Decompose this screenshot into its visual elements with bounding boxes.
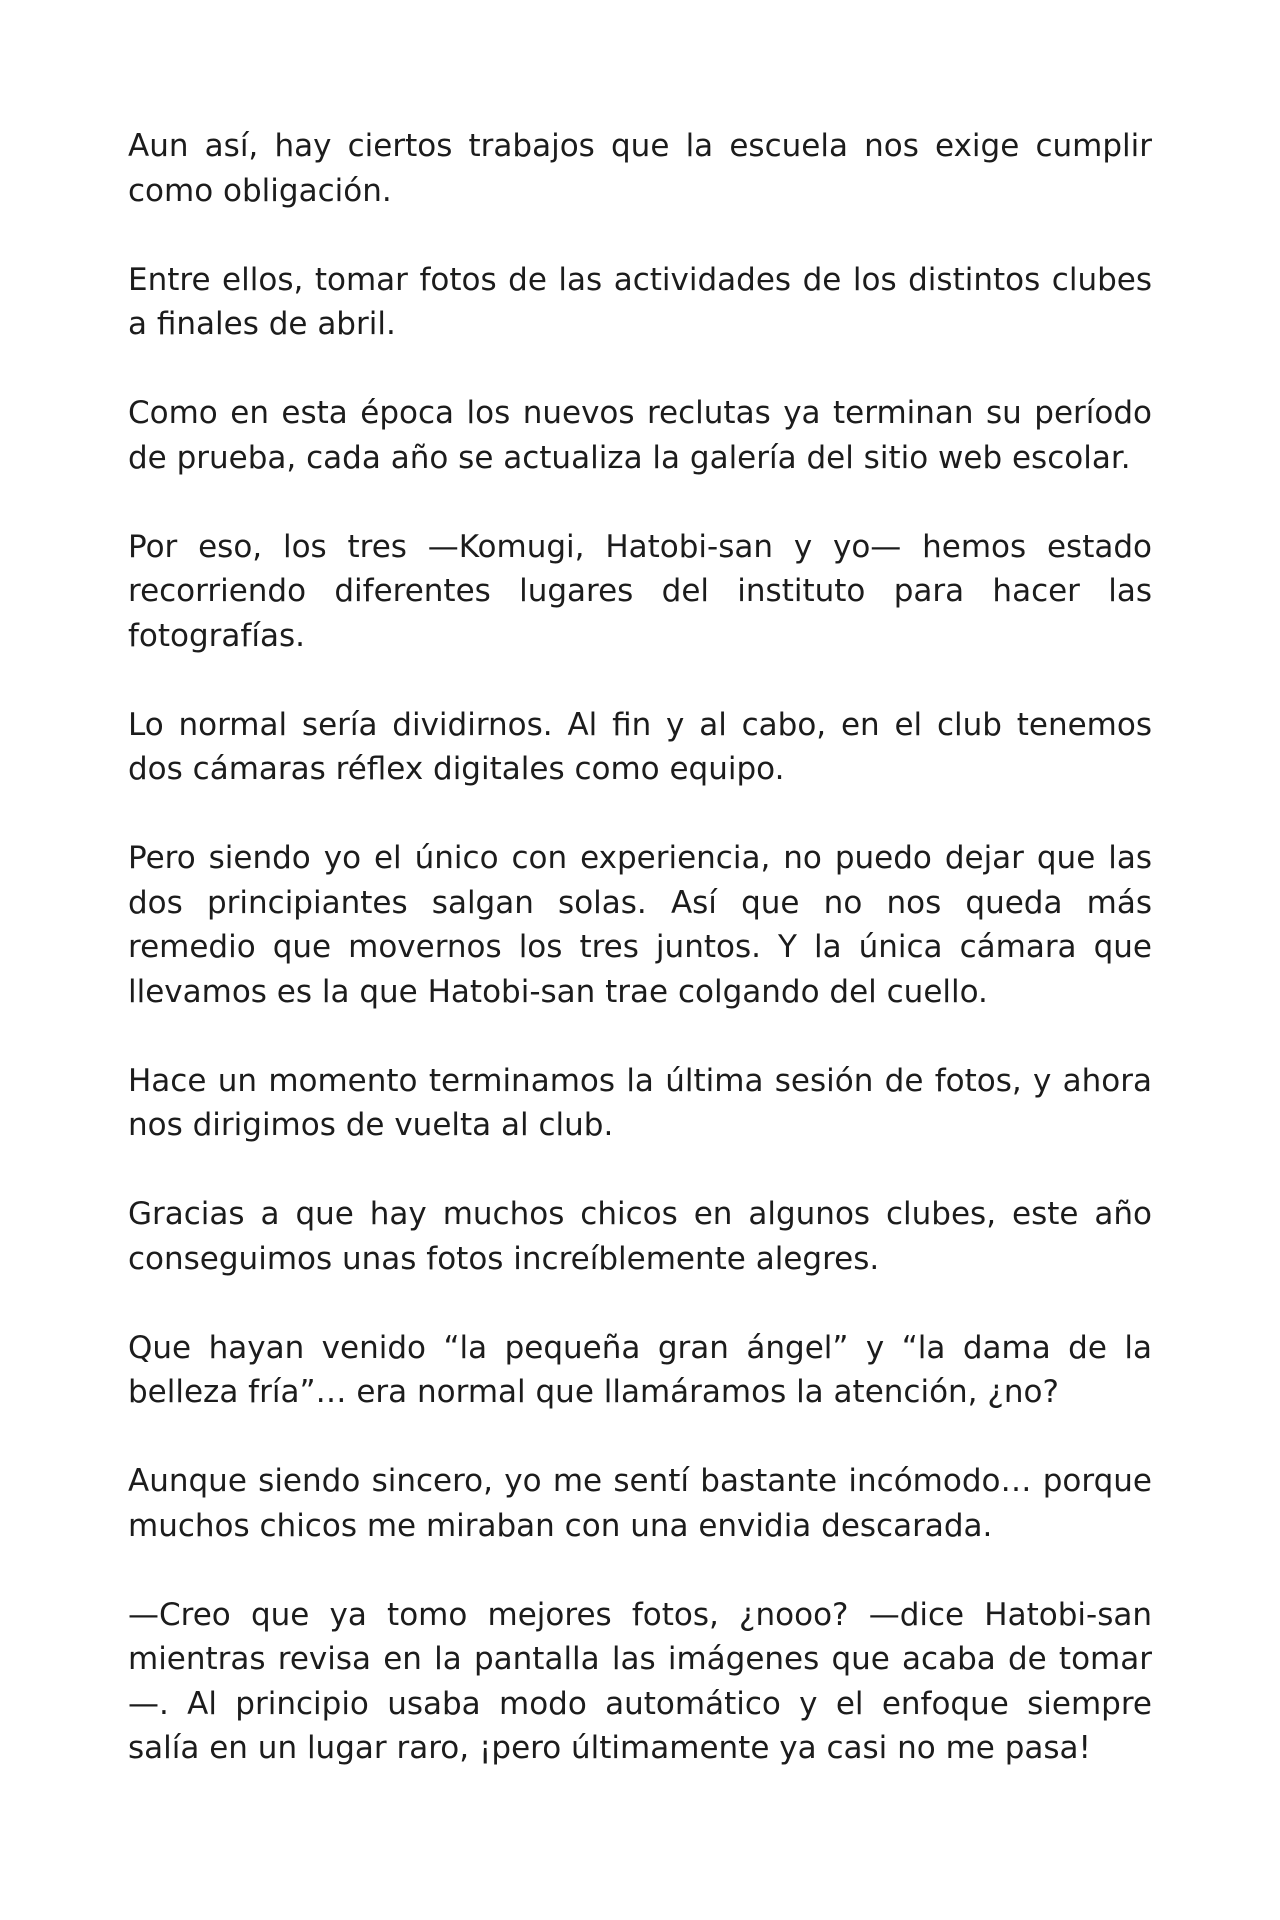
paragraph: Aunque siendo sincero, yo me sentí bastante incómodo… porque muchos chicos me miraban con una envidia descarada. (128, 1463, 1152, 1544)
paragraph: Entre ellos, tomar fotos de las actividades de los distintos clubes a finales de abril. (128, 261, 1152, 342)
paragraph: —Creo que ya tomo mejores fotos, ¿nooo? —dice Hatobi-san mientras revisa en la pantalla las imágenes que acaba de tomar—. Al principio usaba modo automático y el enfoque siempre salía en un lugar raro, ¡pero últimamente ya casi no me pasa! (128, 1596, 1152, 1766)
paragraph: Aun así, hay ciertos trabajos que la escuela nos exige cumplir como obligación. (128, 128, 1152, 209)
paragraph: Que hayan venido “la pequeña gran ángel” y “la dama de la belleza fría”… era normal que llamáramos la atención, ¿no? (128, 1329, 1152, 1410)
paragraph: Hace un momento terminamos la última sesión de fotos, y ahora nos dirigimos de vuelta al club. (128, 1062, 1152, 1143)
paragraph: Gracias a que hay muchos chicos en algunos clubes, este año conseguimos unas fotos increíblemente alegres. (128, 1196, 1152, 1277)
document-page (128, 124, 1152, 1771)
paragraph: Por eso, los tres —Komugi, Hatobi-san y yo— hemos estado recorriendo diferentes lugares del instituto para hacer las fotografías. (128, 528, 1152, 654)
paragraph: Como en esta época los nuevos reclutas ya terminan su período de prueba, cada año se actualiza la galería del sitio web escolar. (128, 395, 1152, 476)
paragraph: Lo normal sería dividirnos. Al fin y al cabo, en el club tenemos dos cámaras réflex digitales como equipo. (128, 706, 1152, 787)
paragraph: Pero siendo yo el único con experiencia, no puedo dejar que las dos principiantes salgan solas. Así que no nos queda más remedio que movernos los tres juntos. Y la única cámara que llevamos es la que Hatobi-san trae colgando del cuello. (128, 840, 1152, 1010)
